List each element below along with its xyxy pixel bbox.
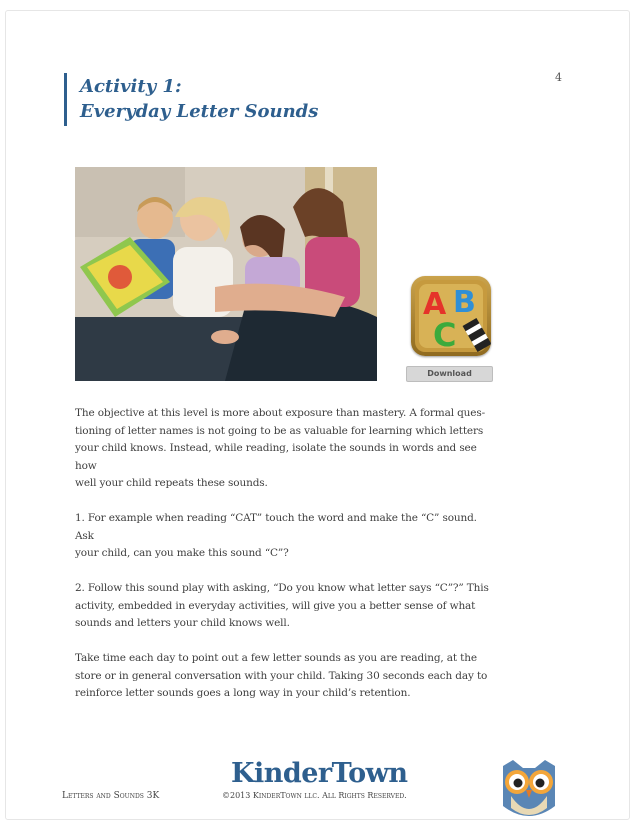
paragraph-step-1: 1. For example when reading “CAT” touch the word and make the “C” sound. Ask your child, can you make this sound “C”? xyxy=(75,512,477,559)
letter-a: A xyxy=(423,287,447,322)
body-text xyxy=(75,405,495,720)
title-line-1: Activity 1: xyxy=(80,76,182,97)
paragraph-step-2: 2. Follow this sound play with asking, “Do you know what letter says “C”?” This activity, embedded in everyday activities, will give you a better sense of what sounds and letters your child knows well. xyxy=(75,582,489,629)
abc-letters-icon xyxy=(411,276,491,356)
page-number: 4 xyxy=(555,71,562,84)
owl-mascot-icon xyxy=(493,756,565,822)
footer-document-title: Letters and Sounds 3K xyxy=(62,791,160,801)
title-accent-bar xyxy=(64,73,67,126)
paragraph-daily: Take time each day to point out a few letter sounds as you are reading, at the store or in general conversation with your child. Taking 30 seconds each day to reinforce letter sounds goes a long way in your child’s retention. xyxy=(75,652,488,699)
photo-illustration xyxy=(75,167,377,381)
kindertown-logo-text: KinderTown xyxy=(231,758,408,789)
page-title xyxy=(80,74,318,124)
footer-copyright: ©2013 KinderTown llc. All Rights Reserved. xyxy=(222,791,407,800)
abc-app-icon[interactable] xyxy=(411,276,491,356)
download-button[interactable]: Download xyxy=(406,366,493,382)
letter-b: B xyxy=(453,285,476,320)
paragraph-objective: The objective at this level is more about exposure than mastery. A formal ques- tioning of letter names is not going to be as valuable for learning which letters your child knows. Instead, while reading, isolate the sounds in words and see how well your child repeats these sounds. xyxy=(75,407,485,489)
family-reading-photo xyxy=(75,167,377,381)
letter-c: C xyxy=(433,316,457,354)
title-line-2: Everyday Letter Sounds xyxy=(80,101,319,122)
